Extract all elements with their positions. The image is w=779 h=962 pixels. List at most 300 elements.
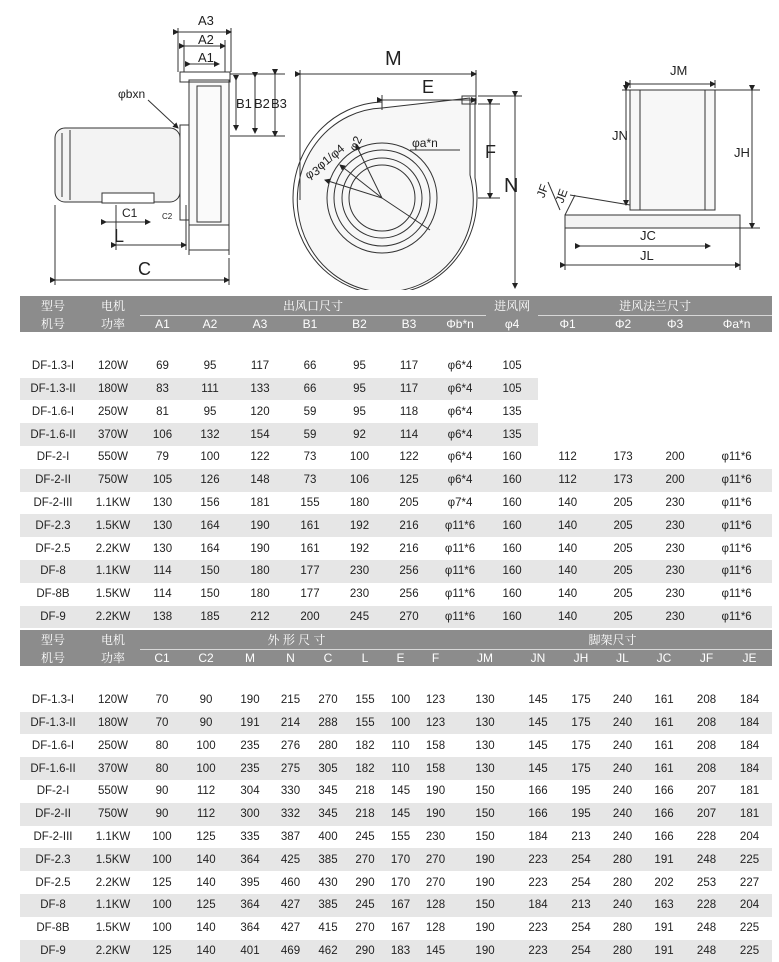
value-cell: 190 (453, 848, 517, 871)
value-cell: 167 (383, 894, 418, 917)
dim-label-a2: A2 (198, 32, 214, 47)
value-cell: 160 (502, 496, 522, 509)
power-cell: 2.2KW (95, 876, 131, 889)
model-cell: DF-2.5 (35, 876, 71, 889)
power-cell: 550W (97, 451, 129, 464)
model-cell: DF-1.3-II (20, 712, 86, 735)
power-cell: 1.5KW (95, 588, 131, 601)
value-cell: 145 (517, 712, 559, 735)
power-cell: 550W (97, 785, 129, 798)
value-cell: 230 (425, 830, 446, 843)
model-cell: DF-1.6-I (31, 405, 75, 418)
value-cell: 105 (486, 378, 538, 401)
value-cell (597, 355, 649, 378)
value-cell: 133 (235, 378, 285, 401)
table-row (20, 689, 772, 712)
value-cell: 90 (140, 803, 184, 826)
value-cell: 248 (696, 922, 717, 935)
value-cell: 228 (686, 894, 727, 917)
value-cell: 128 (418, 894, 453, 917)
value-cell: 385 (309, 848, 347, 871)
column-header: C2 (184, 649, 228, 666)
dim-label-jm: JM (670, 63, 688, 78)
value-cell: 195 (559, 803, 603, 826)
value-cell: 155 (355, 694, 375, 707)
value-cell: 156 (200, 496, 220, 509)
value-cell: 155 (347, 712, 383, 735)
table-row (20, 446, 772, 469)
power-cell: 2.2KW (95, 542, 131, 555)
value-cell: 184 (739, 739, 760, 752)
model-cell: DF-8B (36, 588, 70, 601)
value-cell: 253 (696, 876, 717, 889)
value-cell: 205 (399, 496, 419, 509)
value-cell: 184 (727, 757, 772, 780)
value-cell: 59 (303, 405, 317, 418)
value-cell: 177 (285, 560, 335, 583)
header-motor-power: 功率 (86, 649, 140, 666)
table-row (20, 940, 772, 962)
value-cell: 235 (228, 757, 272, 780)
value-cell: 430 (318, 876, 338, 889)
value-cell: 95 (353, 360, 366, 373)
value-cell: 100 (152, 830, 172, 843)
value-cell: 270 (318, 694, 338, 707)
value-cell: 125 (184, 894, 228, 917)
value-cell: 155 (300, 496, 320, 509)
value-cell: 130 (140, 514, 185, 537)
model-cell: DF-8 (20, 894, 86, 917)
power-cell: 1.1KW (86, 560, 140, 583)
column-header: Φ2 (597, 315, 649, 332)
value-cell: 140 (538, 514, 597, 537)
model-cell: DF-9 (20, 606, 86, 629)
value-cell: 160 (502, 451, 522, 464)
value-cell: 256 (384, 560, 434, 583)
value-cell: 130 (475, 739, 495, 752)
dim-label-jl: JL (640, 248, 654, 263)
value-cell: 83 (140, 378, 185, 401)
value-cell: 70 (140, 712, 184, 735)
value-cell (538, 378, 597, 401)
model-cell: DF-2.3 (20, 848, 86, 871)
value-cell: 225 (727, 940, 772, 962)
power-cell: 1.5KW (86, 514, 140, 537)
dim-label-e: E (422, 77, 435, 97)
value-cell: 125 (384, 469, 434, 492)
value-cell: 205 (597, 560, 649, 583)
value-cell: 205 (613, 588, 633, 601)
value-cell: 240 (612, 785, 633, 798)
value-cell: 240 (603, 757, 642, 780)
value-cell: 304 (240, 785, 260, 798)
value-cell: 300 (228, 803, 272, 826)
dim-label-m: M (385, 48, 402, 70)
value-cell: 191 (228, 712, 272, 735)
value-cell: 270 (355, 922, 375, 935)
value-cell: 192 (335, 514, 384, 537)
column-header: Φ3 (649, 315, 701, 332)
value-cell: 100 (184, 757, 228, 780)
value-cell: 270 (418, 848, 453, 871)
dim-label-phi3: φ3 (302, 163, 323, 183)
model-cell: DF-2.3 (20, 514, 86, 537)
column-header: Φb*n (434, 315, 486, 332)
power-cell: 750W (86, 469, 140, 492)
table-row (20, 492, 772, 515)
value-cell: 117 (250, 360, 270, 373)
value-cell: 270 (425, 876, 446, 889)
value-cell: 216 (384, 514, 434, 537)
power-cell: 370W (86, 757, 140, 780)
value-cell: 81 (156, 405, 169, 418)
value-cell: 155 (390, 830, 411, 843)
value-cell: 158 (418, 757, 453, 780)
dim-label-phibxn: φbxn (118, 87, 146, 101)
value-cell (597, 400, 649, 423)
value-cell: 173 (597, 469, 649, 492)
value-cell: 387 (280, 830, 301, 843)
value-cell: φ11*6 (701, 469, 772, 492)
model-cell: DF-8 (20, 560, 86, 583)
table-row (20, 469, 772, 492)
value-cell: 150 (453, 894, 517, 917)
value-cell: 190 (418, 803, 453, 826)
value-cell: φ11*6 (721, 542, 752, 555)
value-cell: 184 (727, 712, 772, 735)
dim-label-b3: B3 (271, 96, 287, 111)
column-header: JE (727, 649, 772, 666)
value-cell: 245 (347, 894, 383, 917)
table-row (20, 803, 772, 826)
model-cell: DF-2-II (20, 803, 86, 826)
value-cell: 79 (156, 451, 169, 464)
value-cell: 175 (559, 757, 603, 780)
model-cell: DF-1.3-II (20, 378, 86, 401)
value-cell: φ6*4 (447, 360, 473, 373)
value-cell: 117 (399, 360, 419, 373)
table-row (20, 917, 772, 940)
value-cell: 225 (739, 922, 760, 935)
value-cell: φ6*4 (434, 469, 486, 492)
value-cell: 385 (309, 894, 347, 917)
value-cell: 150 (475, 785, 495, 798)
value-cell: 395 (240, 876, 260, 889)
value-cell: 270 (347, 848, 383, 871)
value-cell: 190 (475, 876, 495, 889)
value-cell: 160 (486, 606, 538, 629)
value-cell (701, 378, 772, 401)
value-cell: 180 (349, 496, 370, 509)
header-model: 型号 (20, 630, 86, 649)
value-cell: 207 (696, 785, 717, 798)
value-cell: 140 (557, 542, 578, 555)
dim-label-c: C (138, 259, 151, 279)
value-cell: 122 (399, 451, 419, 464)
model-cell: DF-1.3-I (31, 694, 75, 707)
value-cell: 122 (250, 451, 270, 464)
column-header: M (228, 649, 272, 666)
value-cell: 230 (665, 588, 685, 601)
value-cell: 240 (612, 694, 633, 707)
model-cell: DF-2-II (20, 469, 86, 492)
column-header: φ4 (486, 315, 538, 332)
value-cell: 140 (538, 606, 597, 629)
value-cell: 190 (453, 940, 517, 962)
value-cell: 105 (502, 360, 522, 373)
value-cell: 150 (185, 560, 235, 583)
value-cell: 195 (571, 785, 591, 798)
value-cell: 170 (383, 848, 418, 871)
value-cell: 200 (649, 469, 701, 492)
technical-drawings (0, 0, 779, 290)
value-cell: 145 (418, 940, 453, 962)
value-cell: 90 (155, 785, 169, 798)
value-cell: 123 (425, 694, 446, 707)
value-cell (597, 423, 649, 446)
header-motor: 电机 (86, 296, 140, 315)
value-cell: φ11*6 (444, 588, 476, 601)
value-cell: 290 (355, 876, 375, 889)
value-cell: 105 (140, 469, 185, 492)
table-row (20, 734, 772, 757)
value-cell: 140 (184, 940, 228, 962)
value-cell: 140 (557, 588, 578, 601)
value-cell: 161 (654, 739, 674, 752)
dim-label-b2: B2 (254, 96, 270, 111)
value-cell: 280 (318, 739, 338, 752)
value-cell: 227 (739, 876, 760, 889)
value-cell: 80 (155, 739, 169, 752)
value-cell: 240 (603, 712, 642, 735)
value-cell: φ11*6 (434, 514, 486, 537)
value-cell: 138 (140, 606, 185, 629)
dim-label-b1: B1 (236, 96, 252, 111)
header-stand-size: 脚架尺寸 (453, 630, 772, 649)
power-cell: 250W (97, 739, 129, 752)
value-cell: 100 (390, 694, 411, 707)
value-cell: 182 (347, 757, 383, 780)
value-cell: 123 (418, 712, 453, 735)
value-cell: 95 (335, 378, 384, 401)
model-cell: DF-8B (36, 922, 70, 935)
value-cell: φ6*4 (447, 451, 473, 464)
power-cell: 1.1KW (95, 830, 131, 843)
value-cell: 130 (152, 496, 173, 509)
value-cell: 290 (347, 940, 383, 962)
column-header: Φ1 (538, 315, 597, 332)
value-cell: 235 (240, 739, 260, 752)
power-cell: 180W (86, 378, 140, 401)
column-header: L (347, 649, 383, 666)
value-cell: 140 (184, 848, 228, 871)
value-cell: 158 (425, 739, 446, 752)
value-cell: 110 (391, 739, 410, 752)
value-cell: 270 (384, 606, 434, 629)
model-cell: DF-2.5 (35, 542, 71, 555)
value-cell: 95 (203, 405, 217, 418)
dim-label-n: N (504, 175, 519, 197)
value-cell: 305 (309, 757, 347, 780)
value-cell: 185 (185, 606, 235, 629)
value-cell: 225 (727, 848, 772, 871)
value-cell: 90 (199, 694, 213, 707)
value-cell: 114 (384, 423, 434, 446)
value-cell: 100 (140, 848, 184, 871)
column-header: JM (453, 649, 517, 666)
value-cell: 256 (399, 588, 419, 601)
value-cell: 145 (528, 739, 548, 752)
column-header: C1 (140, 649, 184, 666)
value-cell: 208 (696, 694, 717, 707)
value-cell: 95 (353, 405, 366, 418)
value-cell: 150 (453, 803, 517, 826)
value-cell: 145 (383, 803, 418, 826)
value-cell: 130 (453, 757, 517, 780)
value-cell: 90 (184, 712, 228, 735)
header-inlet-net: 进风网 (486, 296, 538, 315)
model-cell: DF-2-I (36, 451, 70, 464)
table-row (20, 606, 772, 629)
value-cell: 100 (200, 451, 220, 464)
value-cell: 213 (559, 894, 603, 917)
dim-label-a3: A3 (198, 13, 214, 28)
value-cell: 160 (486, 560, 538, 583)
value-cell: 400 (318, 830, 338, 843)
value-cell: 130 (475, 694, 495, 707)
model-cell: DF-2-III (33, 830, 73, 843)
value-cell: 145 (517, 757, 559, 780)
table-row (20, 537, 772, 560)
value-cell (701, 400, 772, 423)
value-cell: φ6*4 (447, 405, 473, 418)
value-cell: 140 (196, 922, 216, 935)
value-cell: 125 (140, 940, 184, 962)
table-row (20, 757, 772, 780)
column-header: A3 (235, 315, 285, 332)
value-cell: 214 (272, 712, 309, 735)
value-cell: 218 (355, 785, 375, 798)
column-header: JL (603, 649, 642, 666)
value-cell: φ11*6 (721, 588, 752, 601)
value-cell: 163 (642, 894, 686, 917)
table-row (20, 378, 772, 401)
header-outlet-size: 出风口尺寸 (140, 296, 486, 315)
power-cell: 120W (97, 694, 129, 707)
value-cell: 130 (152, 542, 173, 555)
value-cell: 100 (349, 451, 370, 464)
value-cell: 345 (309, 803, 347, 826)
side-view-drawing (55, 28, 285, 285)
value-cell: 118 (399, 405, 419, 418)
value-cell: 100 (140, 894, 184, 917)
dim-label-je: JE (552, 186, 571, 205)
header-model-no: 机号 (20, 315, 86, 332)
value-cell: 230 (335, 560, 384, 583)
value-cell: 167 (390, 922, 411, 935)
value-cell: 140 (196, 876, 216, 889)
value-cell: 112 (558, 451, 577, 464)
value-cell: 364 (240, 922, 260, 935)
dim-label-phian: φa*n (412, 136, 438, 150)
header-inlet-flange-size: 进风法兰尺寸 (538, 296, 772, 315)
model-cell: DF-1.6-II (20, 757, 86, 780)
value-cell (649, 378, 701, 401)
value-cell: 190 (475, 922, 495, 935)
value-cell: 230 (649, 560, 701, 583)
table-row (20, 780, 772, 803)
value-cell (649, 355, 701, 378)
power-cell: 180W (86, 712, 140, 735)
value-cell: 132 (185, 423, 235, 446)
value-cell: 180 (235, 560, 285, 583)
dim-label-jh: JH (734, 145, 750, 160)
front-view-drawing (293, 70, 522, 290)
table-row (20, 400, 772, 423)
dim-label-l: L (114, 226, 125, 246)
value-cell: 166 (654, 830, 674, 843)
power-cell: 2.2KW (86, 606, 140, 629)
column-header: E (383, 649, 418, 666)
value-cell: 248 (686, 940, 727, 962)
value-cell: 154 (235, 423, 285, 446)
column-header: A1 (140, 315, 185, 332)
value-cell: 469 (272, 940, 309, 962)
value-cell: 335 (240, 830, 260, 843)
column-header: F (418, 649, 453, 666)
value-cell: 202 (654, 876, 674, 889)
dim-label-c2: C2 (162, 212, 173, 221)
value-cell: 73 (303, 451, 317, 464)
value-cell: 345 (318, 785, 338, 798)
value-cell: 110 (383, 757, 418, 780)
value-cell: 112 (184, 803, 228, 826)
value-cell: 166 (528, 785, 548, 798)
header-model-no: 机号 (20, 649, 86, 666)
value-cell: 460 (280, 876, 301, 889)
value-cell: 128 (425, 922, 446, 935)
value-cell: 280 (612, 876, 633, 889)
value-cell: 215 (280, 694, 301, 707)
value-cell: 69 (156, 360, 169, 373)
value-cell: 191 (654, 922, 674, 935)
value-cell: 223 (528, 922, 548, 935)
value-cell: φ11*6 (721, 451, 752, 464)
value-cell: 230 (665, 496, 685, 509)
value-cell: 92 (335, 423, 384, 446)
value-cell: 130 (453, 712, 517, 735)
table-row (20, 871, 772, 894)
value-cell: 175 (559, 712, 603, 735)
value-cell: 95 (203, 360, 217, 373)
value-cell: 184 (517, 894, 559, 917)
value-cell: 183 (383, 940, 418, 962)
value-cell: 160 (502, 542, 522, 555)
value-cell: 180 (250, 588, 270, 601)
value-cell: 230 (665, 542, 685, 555)
value-cell: 230 (349, 588, 370, 601)
column-header: B1 (285, 315, 335, 332)
value-cell: 166 (654, 785, 674, 798)
dim-label-jc: JC (640, 228, 656, 243)
value-cell: 177 (300, 588, 320, 601)
value-cell: 280 (603, 940, 642, 962)
value-cell (649, 400, 701, 423)
header-model: 型号 (20, 296, 86, 315)
value-cell: 114 (140, 560, 185, 583)
value-cell: 192 (349, 542, 370, 555)
value-cell: φ11*6 (701, 606, 772, 629)
